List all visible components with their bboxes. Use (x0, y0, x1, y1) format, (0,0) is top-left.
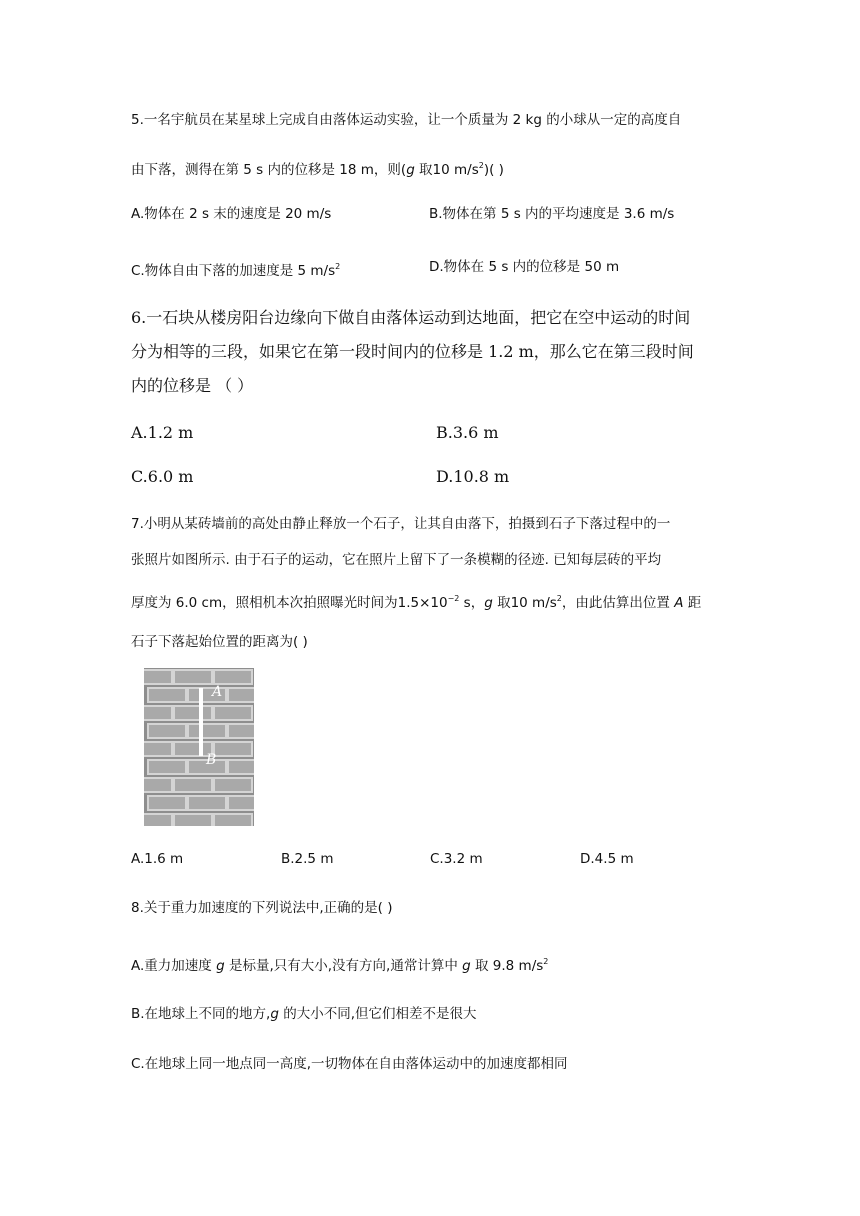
q7-option-b: B.2.5 m (281, 851, 334, 867)
g-symbol: g (484, 595, 493, 611)
q8-option-a-text: 取 9.8 m/s (470, 958, 544, 974)
q5-option-c (131, 257, 340, 281)
q5-option-a: A.物体在 2 s 末的速度是 20 m/s (131, 206, 332, 222)
g-symbol: g (462, 958, 471, 974)
q5-option-c-text: C.物体自由下落的加速度是 5 m/s (131, 263, 336, 279)
position-a-symbol: A (674, 595, 684, 611)
g-symbol: g (216, 958, 225, 974)
q6-stem-line3: 内的位移是 （ ） (131, 376, 254, 395)
q6-option-a: A.1.2 m (131, 423, 194, 442)
label-a: A (212, 684, 223, 700)
g-symbol: g (270, 1006, 279, 1022)
q7-option-c: C.3.2 m (430, 851, 483, 867)
q7-stem-text: 厚度为 6.0 cm，照相机本次拍照曝光时间为1.5×10 (131, 595, 448, 611)
q6-option-c: C.6.0 m (131, 467, 194, 486)
stone-motion-trail (199, 688, 203, 756)
q7-stem-line2: 张照片如图所示. 由于石子的运动，它在照片上留下了一条模糊的径迹. 已知每层砖的平均 (131, 552, 662, 568)
q6-stem-line1: 6.一石块从楼房阳台边缘向下做自由落体运动到达地面，把它在空中运动的时间 (131, 308, 691, 327)
q7-stem-line3 (131, 589, 701, 613)
q7-stem-text: 距 (683, 595, 702, 611)
q5-answer-blank: )( ) (483, 162, 504, 178)
q8-option-b (131, 1004, 477, 1024)
q7-stem-line4: 石子下落起始位置的距离为( ) (131, 634, 308, 650)
q6-option-d: D.10.8 m (436, 467, 510, 486)
exponent: 2 (556, 594, 562, 603)
q8-option-a-text: 是标量,只有大小,没有方向,通常计算中 (224, 958, 463, 974)
q7-stem-text: 取10 m/s (492, 595, 557, 611)
q8-option-c: C.在地球上同一地点同一高度,一切物体在自由落体运动中的加速度都相同 (131, 1056, 568, 1072)
q8-option-a-text: A.重力加速度 (131, 958, 217, 974)
q5-stem-line2 (131, 156, 504, 180)
q8-stem: 8.关于重力加速度的下列说法中,正确的是( ) (131, 900, 393, 916)
q8-option-b-text: 的大小不同,但它们相差不是很大 (278, 1006, 477, 1022)
q8-option-b-text: B.在地球上不同的地方, (131, 1006, 271, 1022)
q7-stem-text: s， (459, 595, 485, 611)
q7-option-d: D.4.5 m (580, 851, 634, 867)
label-b: B (206, 752, 217, 768)
q5-stem-text: 由下落，测得在第 5 s 内的位移是 18 m，则( (131, 162, 407, 178)
q8-option-a (131, 952, 548, 976)
g-symbol: g (406, 162, 415, 178)
q6-stem-line2: 分为相等的三段，如果它在第一段时间内的位移是 1.2 m，那么它在第三段时间 (131, 342, 694, 361)
exponent: 2 (543, 957, 549, 966)
brick-wall-photo (144, 668, 254, 826)
q5-stem-text: 取10 m/s (414, 162, 479, 178)
q5-option-d: D.物体在 5 s 内的位移是 50 m (429, 259, 620, 275)
q7-stem-text: ，由此估算出位置 (561, 595, 675, 611)
q7-stem-line1: 7.小明从某砖墙前的高处由静止释放一个石子，让其自由落下，拍摄到石子下落过程中的一 (131, 516, 671, 532)
q5-stem-line1: 5.一名宇航员在某星球上完成自由落体运动实验，让一个质量为 2 kg 的小球从一定的高度自 (131, 112, 682, 128)
exponent: 2 (478, 161, 484, 170)
q7-option-a: A.1.6 m (131, 851, 184, 867)
exponent: −2 (447, 594, 460, 603)
q6-option-b: B.3.6 m (436, 423, 499, 442)
exponent: 2 (335, 262, 341, 271)
q5-option-b: B.物体在第 5 s 内的平均速度是 3.6 m/s (429, 206, 675, 222)
